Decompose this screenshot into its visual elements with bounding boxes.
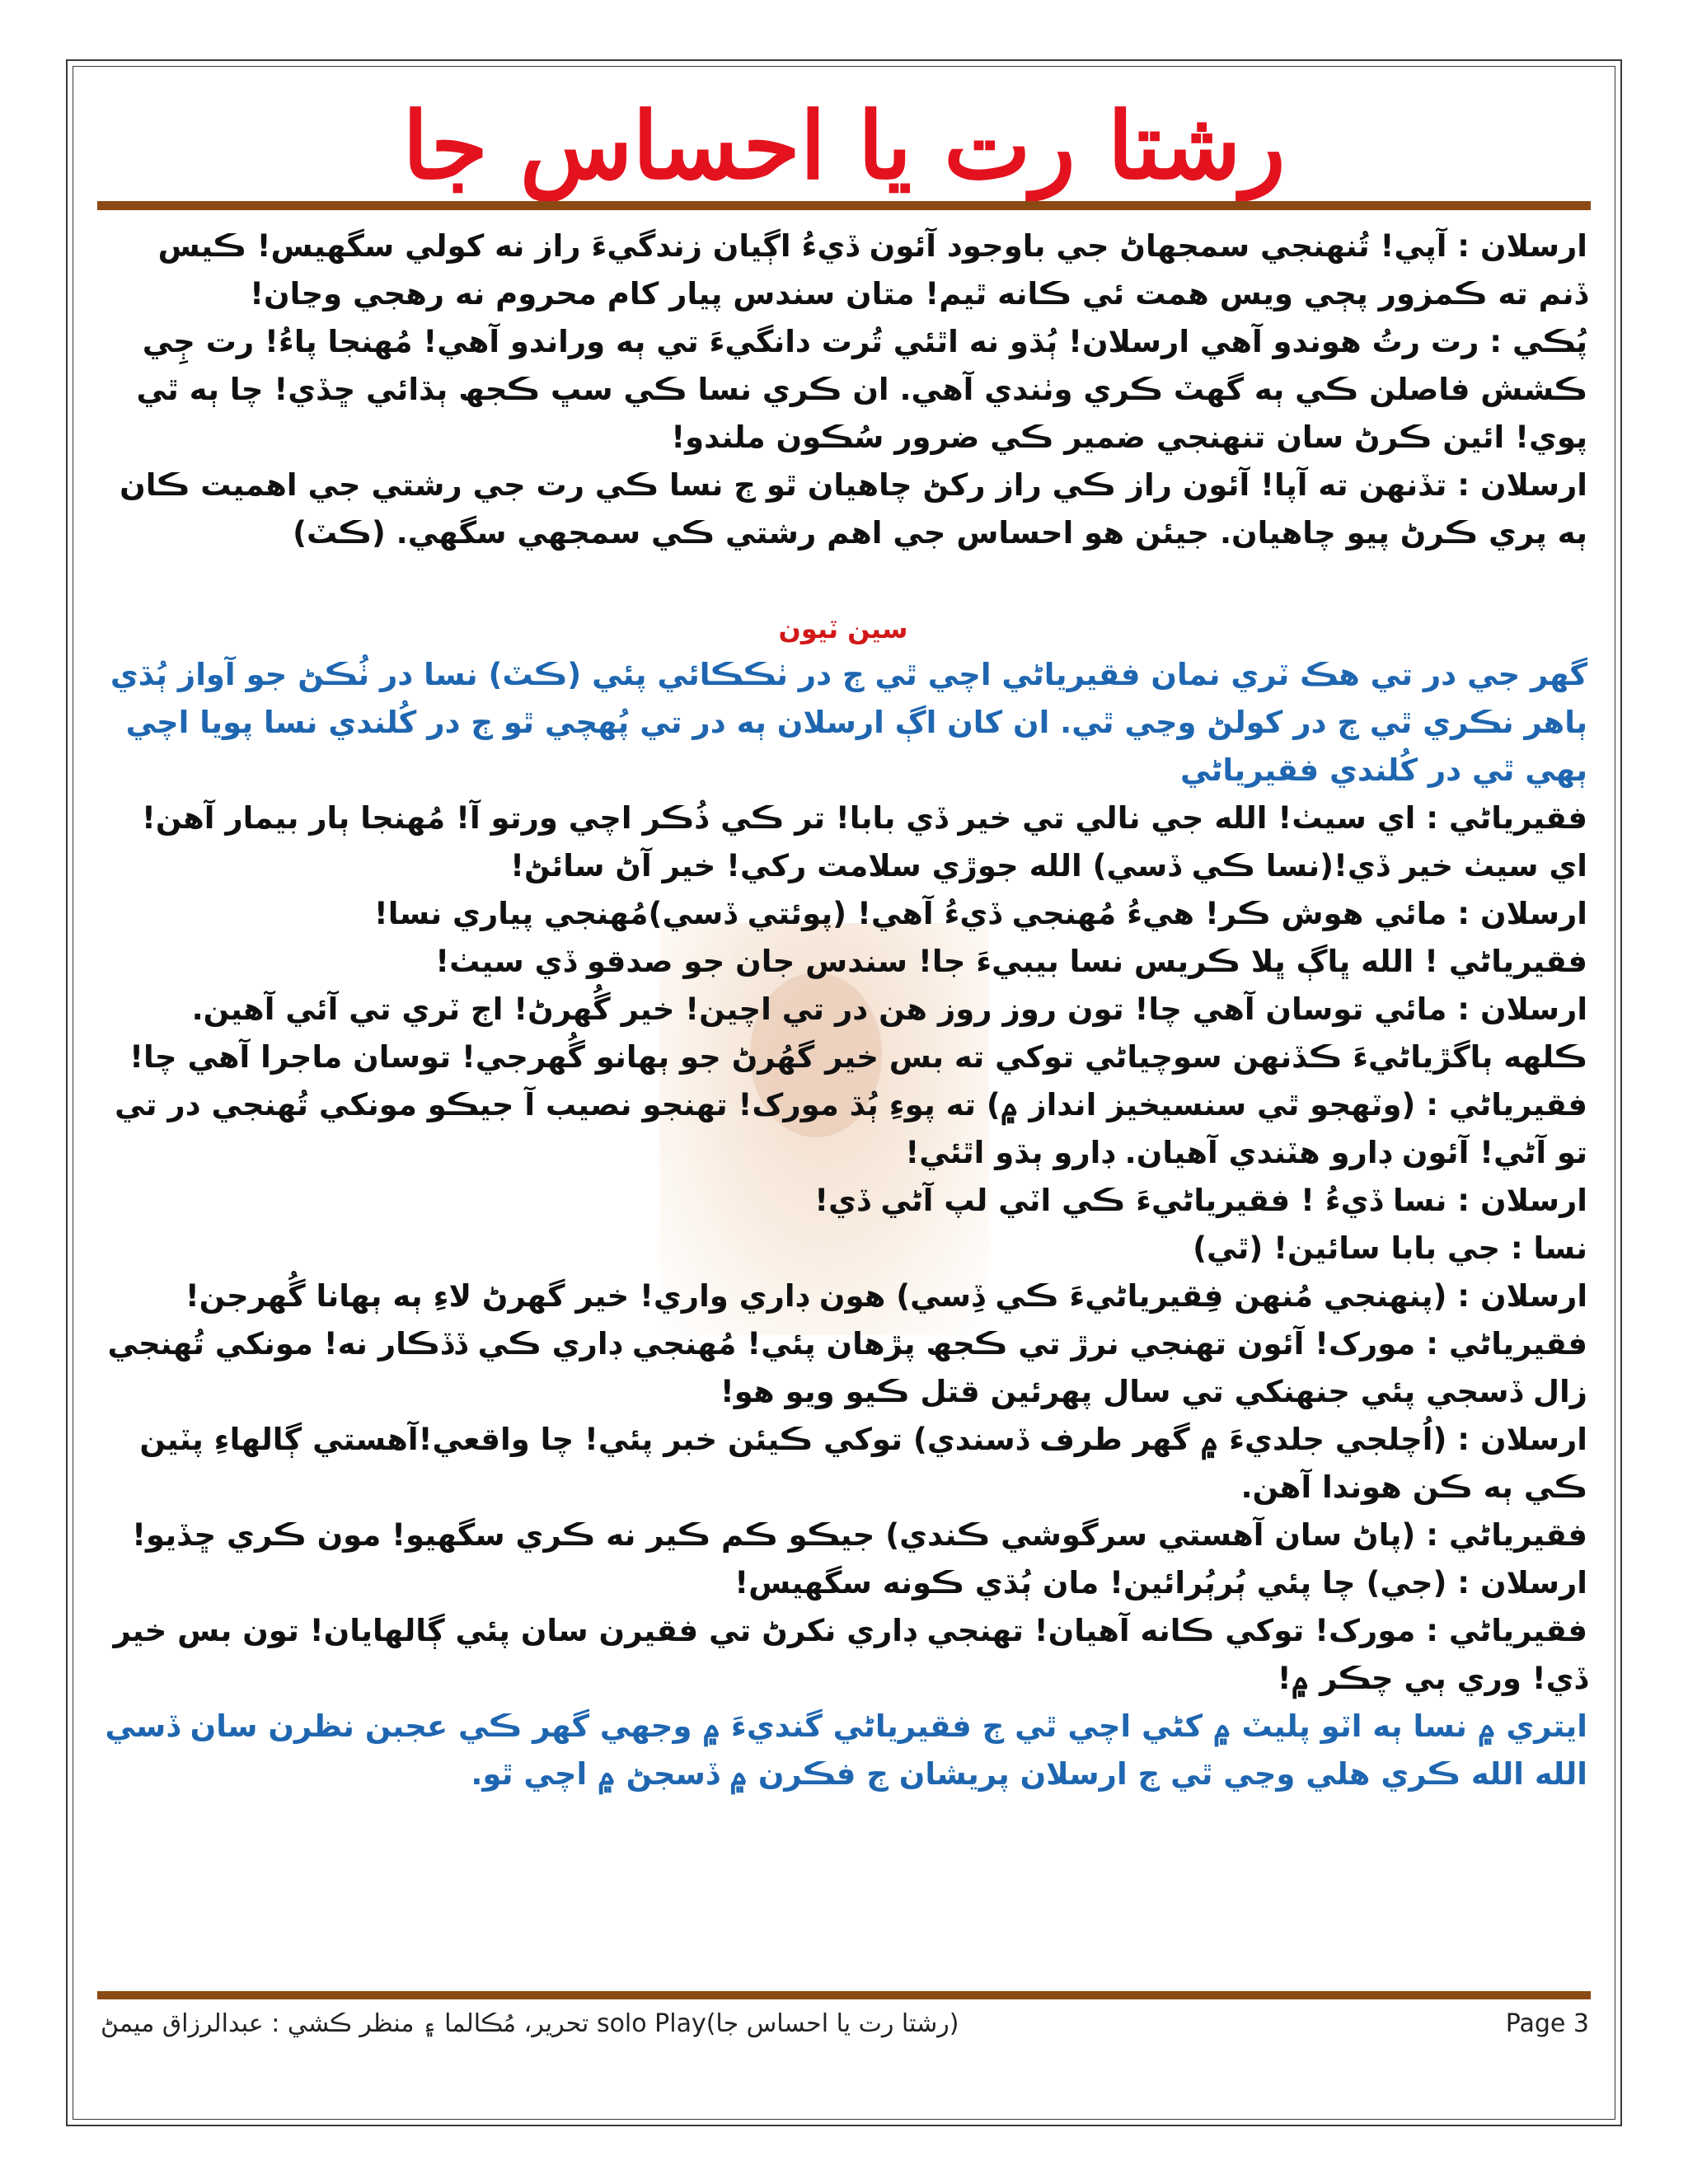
dialogue-line: ارسلان : نسا ڏيءُ ! فقيرياڻيءَ ڪي اٽي لپ آڻي ڏي! (814, 1183, 1587, 1218)
footer-divider (97, 1991, 1591, 1999)
section-gap (99, 557, 1587, 607)
dialogue-paragraph: ارسلان : آپي! تُنهنجي سمجهاڻ جي باوجود آئون ڏيءُ اڳيان زندگيءَ راز نه کولي سگهيس! ڪيس ڏنم ته ڪمزور پڄي ويس همت ئي ڪانه ٿيم! متان سندس پيار کام محروم نه رهجي وڃان! (157, 228, 1587, 312)
dialogue-line: ارسلان : (پنهنجي مُنهن فِقيرياڻيءَ ڪي ڏِسي) هون ڊاري واري! خير گهرڻ لاءِ ٻه ٻهانا گُهرجن! (185, 1278, 1587, 1314)
dialogue-line: ارسلان : (جي) چا پئي ٻُرٻُرائين! مان ٻُڌي ڪونه سگهيس! (734, 1565, 1587, 1601)
dialogue-paragraph: ارسلان : تڏنهن ته آپا! آئون راز ڪي راز رکڻ چاهيان ٿو ڄ نسا ڪي رت جي رشتي جي اهميت ڪان ٻه پري ڪرڻ پيو چاهيان. جيئن هو احساس جي اهم رشتي ڪي سمجهي سگهي. (ڪٽ) (120, 467, 1587, 551)
scene-heading: سين ٽيون (778, 613, 908, 644)
dialogue-line: فقيرياڻي : (وٽهجو ٿي سنسيخيز انداز ۾) ته پوءِ ٻُڌ مورک! تهنجو نصيب آ جيڪو مونکي تُهنجي در تي تو آڻي! آئون ڊارو هٽندي آهيان. ڊارو ٻڌو اٿئي! (115, 1087, 1587, 1170)
dialogue-line: ارسلان : (اُچلجي جلديءَ ۾ گهر طرف ڏسندي) توکي ڪيئن خبر پئي! چا واقعي!آهستي ڳالهاءِ پٽين ڪي ٻه ڪن هوندا آهن. (139, 1422, 1587, 1505)
dialogue-line: فقيرياڻي ! الله ڀاڳ ڀلا ڪريس نسا بيبيءَ جا! سندس جان جو صدقو ڏي سيٺ! (435, 944, 1587, 979)
dialogue-line: ارسلان : مائي توسان آهي چا! تون روز روز هن در تي اچين! خير گُهرڻ! اڄ ٽري تي آئي آهين. ڪلهه ٻاگڙياڻيءَ ڪڏنهن سوچياڻي توکي ته بس خير گهُرڻ جو ٻهانو گُهرجي! توسان ماجرا آهي چا! (129, 991, 1587, 1075)
dialogue-line: ارسلان : مائي هوش ڪر! هيءُ مُهنجي ڏيءُ آهي! (پوئتي ڏسي)مُهنجي پياري نسا! (373, 896, 1587, 931)
stage-direction: ايتري ۾ نسا ٻه اٽو پليٽ ۾ کڻي اچي ٿي ڄ فقيرياڻي گنديءَ ۾ وجهي گهر ڪي عجبن نظرن سان ڏسي الله الله ڪري هلي وڃي ٿي ڄ ارسلان پريشان ڄ فڪرن ۾ ڏسجڻ ۾ اچي ٿو. (105, 1708, 1587, 1792)
dialogue-line: فقيرياڻي : مورک! آئون تهنجي نرڙ تي ڪجھ پڙهان پئي! مُهنجي ڊاري ڪي ڏڏڪار نه! مونکي تُهنجي زال ڏسجي پئي جنهنکي تي سال پهرئين قتل ڪيو ويو هو! (107, 1326, 1587, 1409)
document-body (99, 223, 1587, 1798)
dialogue-line: فقيرياڻي : اي سيٺ! الله جي نالي تي خير ڏي بابا! تر ڪي ذُڪر اچي ورتو آ! مُهنجا ٻار بيمار آهن! اي سيٺ خير ڏي!(نسا ڪي ڏسي) الله جوڙي سلامت رکي! خير آڻ سائڻ! (141, 800, 1587, 883)
stage-direction: گهر جي در تي هڪ ٽري نمان فقيرياڻي اچي ٿي ڄ در ٺڪڪائي پئي (ڪٽ) نسا در ٺُڪڻ جو آواز ٻُڌي ٻاهر نڪري ٿي ڄ در کولڻ وڃي ٿي. ان کان اڳ ارسلان ٻه در تي پُهچي ٿو ڄ در کُلندي نسا پويا اچي ٻهي ٿي در کُلندي فقيرياڻي (110, 657, 1587, 788)
dialogue-line: فقيرياڻي : (پاڻ سان آهستي سرگوشي ڪندي) جيڪو ڪم ڪير نه ڪري سگهيو! مون ڪري ڇڏيو! (132, 1517, 1587, 1553)
page-number: Page 3 (1505, 2009, 1589, 2038)
dialogue-line: فقيرياڻي : مورک! توکي ڪانه آهيان! تهنجي ڊاري نکرڻ تي فقيرن سان پئي ڳالهايان! تون بس خير ڏي! وري ٻي چڪر ۾! (113, 1613, 1587, 1696)
dialogue-line: نسا : جي بابا سائين! (ٿي) (1193, 1230, 1587, 1266)
title-divider (97, 201, 1591, 210)
footer-credit: (رشتا رت يا احساس جا)solo Play تحرير، مُڪالما ۽ منظر ڪشي : عبدالرزاق ميمڻ (101, 2009, 959, 2038)
page-title: رشتا رت يا احساس جا (402, 92, 1286, 200)
dialogue-paragraph: پُڪي : رت رتُ هوندو آهي ارسلان! ٻُڌو نه اٿئي تُرت دانگيءَ تي ٻه وراندو آهي! مُهنجا پاءُ! رت ڄِي ڪشش فاصلن ڪي ٻه گهٽ ڪري وٺندي آهي. ان ڪري نسا ڪي سڀ ڪجھ ٻڌائي ڇڏي! چا ٻه ٿي پوي! ائين ڪرڻ سان تنهنجي ضمير ڪي ضرور سُڪون ملندو! (136, 324, 1587, 455)
